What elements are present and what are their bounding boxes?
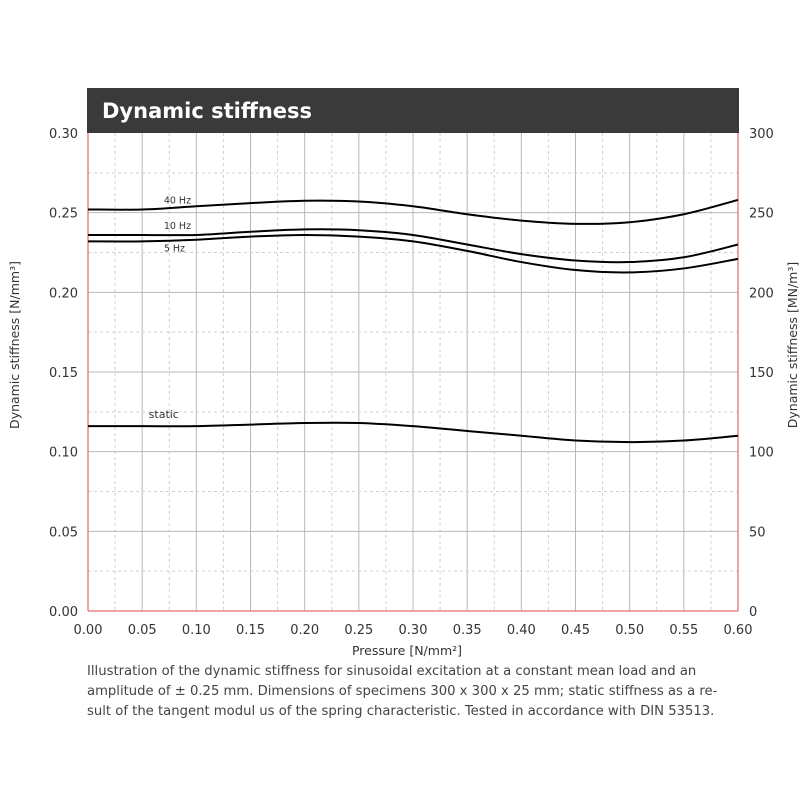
caption-line-1: Illustration of the dynamic stiffness for sinusoidal excitation at a constant mean load and an bbox=[87, 664, 697, 679]
x-tick-label: 0.50 bbox=[615, 623, 645, 638]
y-tick-label-right: 150 bbox=[749, 366, 774, 381]
x-tick-label: 0.05 bbox=[127, 623, 157, 638]
y-tick-label-right: 250 bbox=[749, 206, 774, 222]
x-tick-label: 0.30 bbox=[398, 623, 428, 638]
y-tick-label-left: 0.00 bbox=[49, 605, 78, 620]
x-tick-label: 0.10 bbox=[181, 623, 211, 638]
x-tick-label: 0.15 bbox=[236, 623, 265, 638]
y-axis-right-label: Dynamic stiffness [MN/m³] bbox=[785, 261, 800, 429]
series-label-40-hz: 40 Hz bbox=[163, 195, 192, 207]
y-tick-label-left: 0.30 bbox=[49, 127, 78, 142]
series-label-10-hz: 10 Hz bbox=[163, 220, 192, 232]
x-tick-label: 0.25 bbox=[344, 623, 374, 638]
chart-title: Dynamic stiffness bbox=[102, 99, 313, 123]
y-tick-label-right: 300 bbox=[749, 127, 774, 142]
y-tick-label-left: 0.05 bbox=[49, 525, 78, 541]
y-tick-label-left: 0.15 bbox=[49, 366, 78, 381]
x-tick-label: 0.40 bbox=[506, 623, 536, 638]
y-tick-label-right: 100 bbox=[749, 445, 774, 461]
y-tick-label-right: 200 bbox=[749, 286, 774, 302]
x-axis-label: Pressure [N/mm²] bbox=[351, 643, 463, 658]
y-tick-label-right: 0 bbox=[749, 605, 758, 620]
caption-line-3: sult of the tangent modul us of the spring characteristic. Tested in accordance with DIN 53513. bbox=[87, 704, 715, 719]
y-tick-label-left: 0.20 bbox=[49, 286, 78, 302]
y-tick-label-right: 50 bbox=[749, 525, 766, 541]
x-tick-label: 0.00 bbox=[73, 623, 103, 638]
y-axis-left-label: Dynamic stiffness [N/mm³] bbox=[7, 261, 22, 429]
caption-line-2: amplitude of ± 0.25 mm. Dimensions of specimens 300 x 300 x 25 mm; static stiffness as a re- bbox=[87, 684, 718, 699]
series-labels bbox=[149, 195, 191, 421]
y-tick-label-left: 0.10 bbox=[49, 445, 78, 461]
figure-caption bbox=[87, 662, 787, 722]
x-tick-label: 0.60 bbox=[723, 623, 753, 638]
y-axis-left-ticks bbox=[49, 127, 78, 620]
y-axis-right-ticks bbox=[749, 127, 774, 620]
x-tick-label: 0.55 bbox=[669, 623, 699, 638]
series-label-5-hz: 5 Hz bbox=[163, 243, 186, 255]
x-axis-ticks bbox=[74, 623, 753, 638]
x-tick-label: 0.35 bbox=[452, 623, 482, 638]
y-tick-label-left: 0.25 bbox=[49, 206, 78, 222]
series-label-static: static bbox=[148, 408, 179, 422]
x-tick-label: 0.45 bbox=[561, 623, 590, 638]
x-tick-label: 0.20 bbox=[290, 623, 320, 638]
